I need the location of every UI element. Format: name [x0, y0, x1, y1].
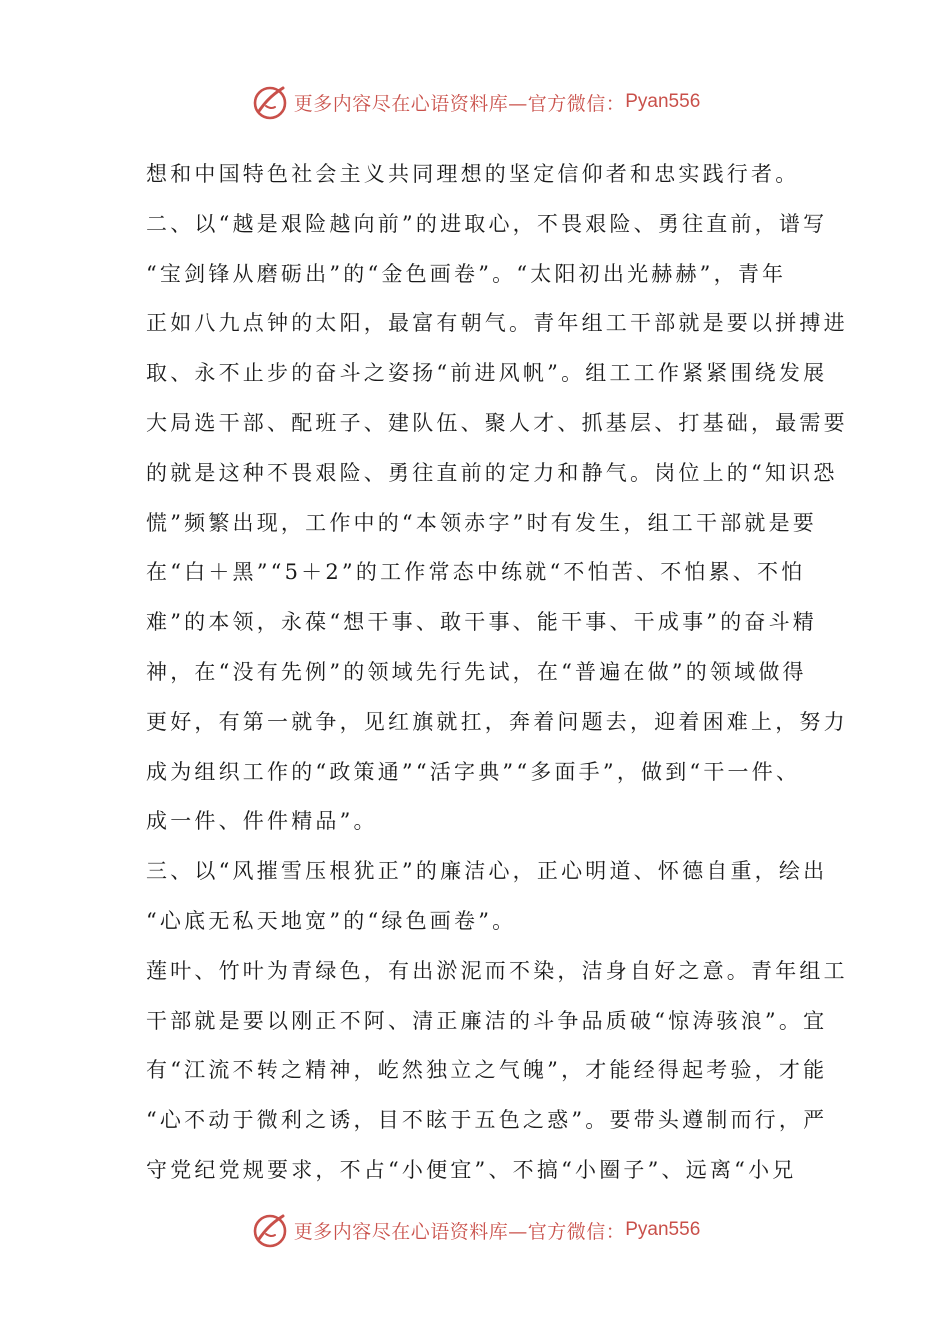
body-line: “宝剑锋从磨砺出”的“金色画卷”。“太阳初出光赫赫”，青年 — [146, 261, 787, 286]
banner-text: 更多内容尽在心语资料库—官方微信： — [293, 1220, 626, 1243]
body-line: 取、永不止步的奋斗之姿扬“前进风帆”。组工工作紧紧围绕发展 — [146, 361, 828, 386]
body-line: 三、以“风摧雪压根犹正”的廉洁心，正心明道、怀德自重，绘出 — [146, 859, 828, 884]
body-line: 成为组织工作的“政策通”“活字典”“多面手”，做到“干一件、 — [146, 759, 801, 784]
banner-wechat-id: Pyan556 — [625, 91, 701, 112]
body-line: “心不动于微利之诱，目不眩于五色之惑”。要带头遵制而行，严 — [146, 1108, 828, 1133]
body-line: 的就是这种不畏艰险、勇往直前的定力和静气。岗位上的“知识恐 — [146, 460, 838, 485]
body-line: 成一件、件件精品”。 — [146, 809, 378, 834]
body-line: 二、以“越是艰险越向前”的进取心，不畏艰险、勇往直前，谱写 — [146, 211, 828, 236]
body-line: 干部就是要以刚正不阿、清正廉洁的斗争品质破“惊涛骇浪”。宜 — [146, 1008, 828, 1033]
brush-seal-logo-icon — [250, 1210, 290, 1250]
body-line: 难”的本领，永葆“想干事、敢干事、能干事、干成事”的奋斗精 — [146, 610, 818, 635]
body-line: 神，在“没有先例”的领域先行先试，在“普遍在做”的领域做得 — [146, 659, 807, 684]
body-line: 有“江流不转之精神，屹然独立之气魄”，才能经得起考验，才能 — [146, 1058, 828, 1083]
banner-wechat-id: Pyan556 — [625, 1219, 701, 1240]
body-line: 慌”频繁出现，工作中的“本领赤字”时有发生，组工干部就是要 — [146, 510, 818, 535]
body-line: 想和中国特色社会主义共同理想的坚定信仰者和忠实践行者。 — [146, 162, 800, 186]
brush-seal-logo-icon — [250, 82, 290, 122]
body-line: 莲叶、竹叶为青绿色，有出淤泥而不染，洁身自好之意。青年组工 — [146, 958, 848, 983]
footer-banner — [0, 1208, 950, 1252]
banner-text: 更多内容尽在心语资料库—官方微信： — [293, 92, 626, 115]
body-line: 正如八九点钟的太阳，最富有朝气。青年组工干部就是要以拼搏进 — [146, 311, 848, 336]
header-banner — [0, 80, 950, 124]
body-line: 更好，有第一就争，见红旗就扛，奔着问题去，迎着困难上，努力 — [146, 709, 848, 734]
document-body — [146, 150, 848, 1196]
body-line: 大局选干部、配班子、建队伍、聚人才、抓基层、打基础，最需要 — [146, 410, 848, 435]
body-line: “心底无私天地宽”的“绿色画卷”。 — [146, 908, 517, 933]
body-line: 在“白＋黑”“5＋2”的工作常态中练就“不怕苦、不怕累、不怕 — [146, 560, 806, 585]
body-line: 守党纪党规要求，不占“小便宜”、不搞“小圈子”、远离“小兄 — [146, 1157, 797, 1182]
